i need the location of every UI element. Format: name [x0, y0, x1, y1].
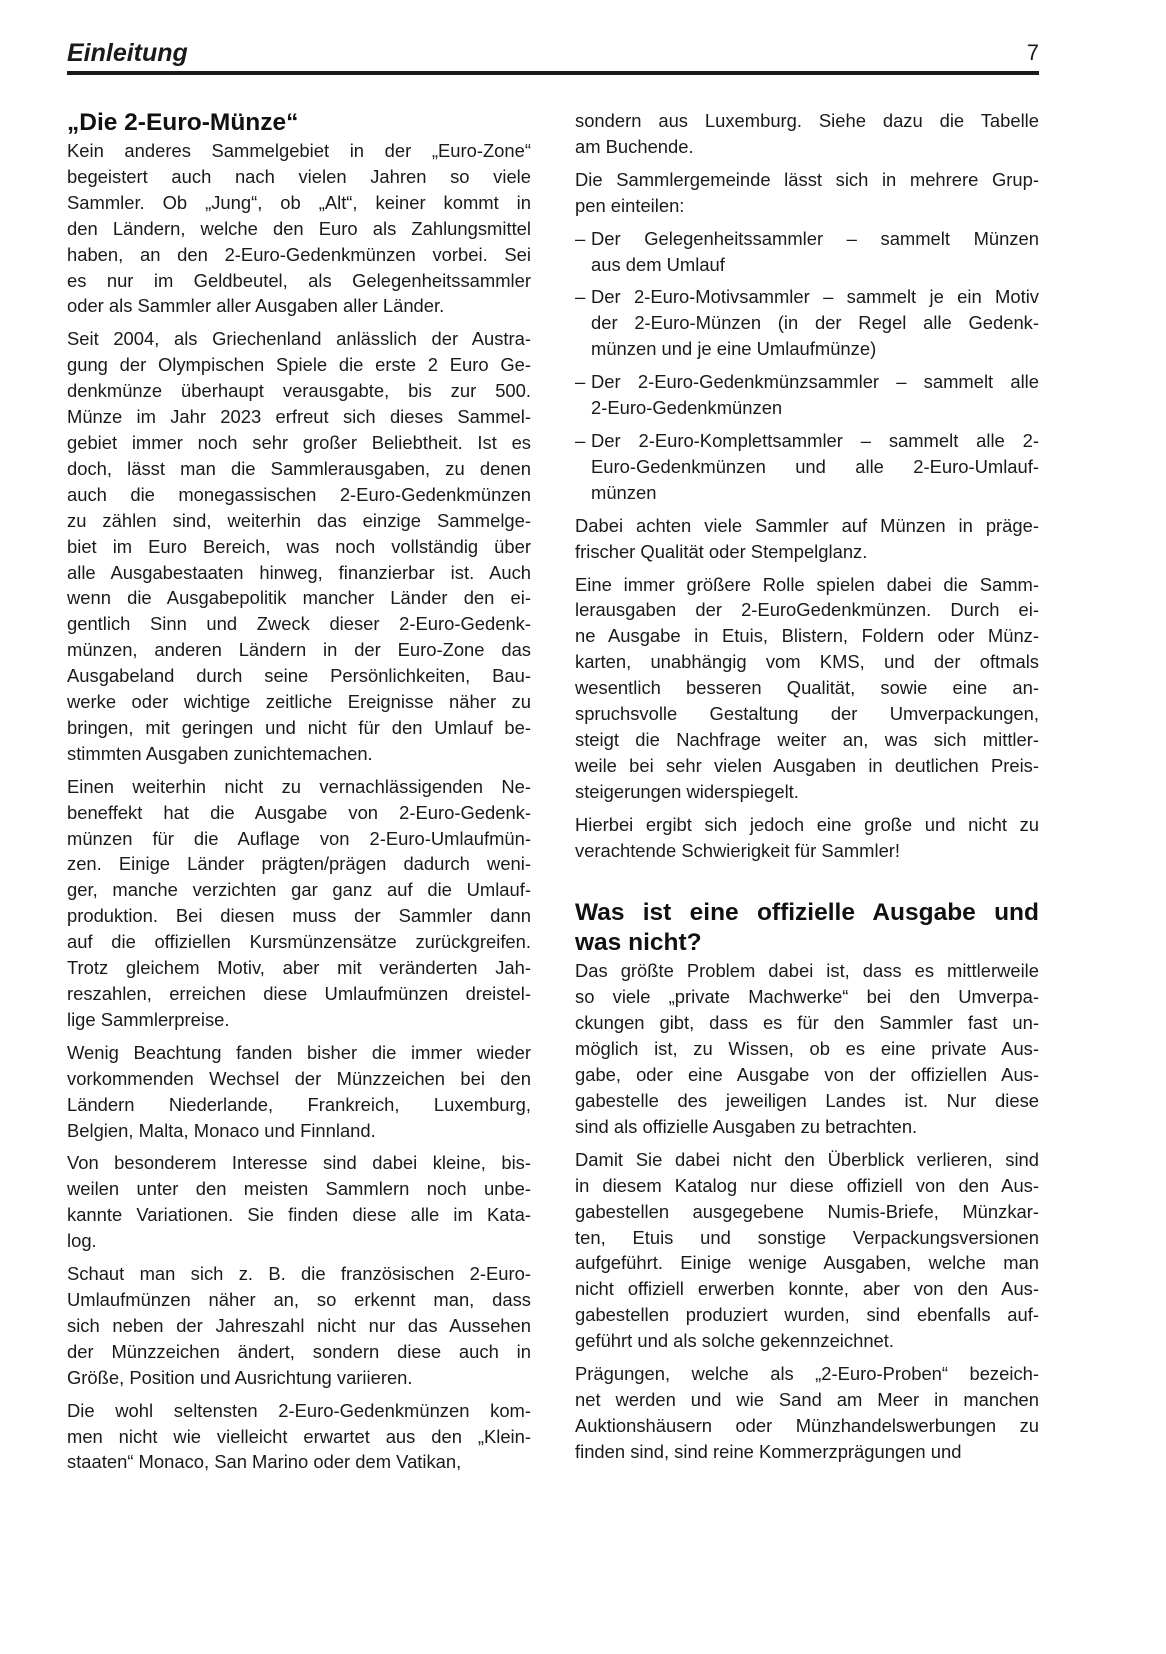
text-line: verachtende Schwierigkeit für Sammler! — [575, 839, 901, 861]
text-line: Sammler. Ob „Jung“, ob „Alt“, keiner kommt in — [67, 191, 531, 213]
text-line: weile bei sehr vielen Ausgaben in deutlichen Preis- — [575, 754, 1039, 776]
text-line: den Ländern, welche den Euro als Zahlungsmittel — [67, 217, 531, 239]
text-line: ckungen gibt, dass es für den Sammler fast un- — [575, 1012, 1039, 1034]
list-item — [575, 226, 1039, 278]
text-line: nicht offiziell erwerben konnte, aber von den Aus- — [575, 1278, 1039, 1300]
text-line: Ausgabeland durch seine Persönlichkeiten, Bau- — [67, 665, 531, 687]
text-line: gabestellen ausgegebene Numis-Briefe, Münzkar- — [575, 1200, 1039, 1222]
text-line: gabe, oder eine Ausgabe von der offiziellen Aus- — [575, 1064, 1039, 1086]
text-line: auch die monegassischen 2-Euro-Gedenkmünzen — [67, 483, 531, 505]
text-line: möglich ist, zu Wissen, ob es eine private Aus- — [575, 1038, 1039, 1060]
text-line: bringen, mit geringen und nicht für den Umlauf be- — [67, 716, 531, 738]
body-paragraph — [575, 1147, 1039, 1354]
text-line: stimmten Ausgaben zunichtemachen. — [67, 742, 373, 764]
text-line: Wenig Beachtung fanden bisher die immer wieder — [67, 1041, 531, 1063]
section-heading-2-euro-coin: „Die 2-Euro-Münze“ — [67, 109, 299, 136]
body-paragraph — [575, 513, 1039, 565]
text-line: werke oder wichtige zeitliche Ereignisse näher zu — [67, 691, 531, 713]
text-line: finden sind, sind reine Kommerzprägungen und — [575, 1440, 962, 1462]
list-item — [575, 428, 1039, 506]
text-line: Schaut man sich z. B. die französischen 2-Euro- — [67, 1263, 531, 1285]
text-line: 2-Euro-Gedenkmünzen — [591, 397, 783, 419]
text-line: weilen unter den meisten Sammlern noch unbe- — [67, 1178, 531, 1200]
text-line: net werden und wie Sand am Meer in manchen — [575, 1388, 1039, 1410]
text-line: münzen — [591, 481, 657, 503]
text-line: lerausgaben der 2-EuroGedenkmünzen. Durch ei- — [575, 599, 1039, 621]
text-line: Kein anderes Sammelgebiet in der „Euro-Zone“ — [67, 140, 531, 161]
text-line: Ländern Niederlande, Frankreich, Luxemburg, — [67, 1093, 531, 1115]
text-line: haben, an den 2-Euro-Gedenkmünzen vorbei. Sei — [67, 243, 531, 265]
text-line: biet im Euro Bereich, was noch vollständig über — [67, 535, 531, 557]
right-section2-paragraphs — [575, 958, 1039, 1464]
left-column — [67, 108, 531, 1482]
text-line: Einen weiterhin nicht zu vernachlässigenden Ne- — [67, 775, 531, 797]
right-after-list-paragraphs — [575, 513, 1039, 864]
text-line: gung der Olympischen Spiele die erste 2 Euro Ge- — [67, 354, 531, 376]
text-line: frischer Qualität oder Stempelglanz. — [575, 540, 868, 562]
text-line: Der 2-Euro-Gedenkmünzsammler – sammelt alle — [591, 371, 1039, 393]
text-line: ger, manche verzichten gar ganz auf die Umlauf- — [67, 879, 531, 901]
text-line: der Münzzeichen ändert, sondern diese auch in — [67, 1340, 531, 1362]
body-paragraph — [575, 958, 1039, 1139]
text-line: gentlich Sinn und Zweck dieser 2-Euro-Gedenk- — [67, 613, 531, 635]
text-line: gebiet immer noch sehr großer Beliebtheit. Ist es — [67, 431, 531, 453]
text-line: staaten“ Monaco, San Marino oder dem Vatikan, — [67, 1451, 462, 1473]
body-paragraph — [67, 774, 531, 1033]
text-line: münzen, anderen Ländern in der Euro-Zone das — [67, 639, 531, 661]
body-paragraph — [575, 812, 1039, 864]
text-line: Größe, Position und Ausrichtung variieren. — [67, 1366, 413, 1388]
text-line: spruchsvolle Gestaltung der Umverpackungen, — [575, 703, 1039, 725]
list-item — [575, 369, 1039, 421]
header-rule-divider — [67, 71, 1039, 75]
text-line: Der 2-Euro-Motivsammler – sammelt je ein Motiv — [591, 286, 1039, 308]
section-heading-official-issue — [575, 898, 1039, 958]
text-line: Der 2-Euro-Komplettsammler – sammelt alle 2- — [591, 429, 1039, 451]
text-line: log. — [67, 1230, 97, 1252]
text-line: Seit 2004, als Griechenland anlässlich der Austra- — [67, 328, 531, 350]
text-line: sondern aus Luxemburg. Siehe dazu die Tabelle — [575, 110, 1039, 131]
text-line: ten, Etuis und sonstige Verpackungsversionen — [575, 1226, 1039, 1248]
running-header — [67, 36, 1039, 74]
text-line: alle Ausgabestaaten hinweg, finanzierbar ist. Auch — [67, 561, 531, 583]
body-paragraph — [575, 1361, 1039, 1465]
text-line: zen. Einige Länder prägten/prägen dadurch weni- — [67, 853, 531, 875]
text-line: beneffekt hat die Ausgabe von 2-Euro-Gedenk- — [67, 801, 531, 823]
body-paragraph — [67, 138, 531, 319]
text-line: wenn die Ausgabepolitik mancher Länder den ei- — [67, 587, 531, 609]
text-line: Münze im Jahr 2023 erfreut sich dieses Sammel- — [67, 406, 531, 428]
text-line: oder als Sammler aller Ausgaben aller Länder. — [67, 295, 445, 317]
text-line: Euro-Gedenkmünzen und alle 2-Euro-Umlauf- — [591, 455, 1039, 477]
list-item — [575, 284, 1039, 362]
heading-line: was nicht? — [575, 929, 702, 957]
text-line: Die wohl seltensten 2-Euro-Gedenkmünzen kom- — [67, 1399, 531, 1421]
text-line: steigerungen widerspiegelt. — [575, 780, 799, 802]
body-paragraph — [575, 167, 1039, 219]
text-line: Umlaufmünzen näher an, so erkennt man, dass — [67, 1288, 531, 1310]
text-line: sind als offizielle Ausgaben zu betrachten. — [575, 1115, 918, 1137]
text-line: aufgeführt. Einige wenige Ausgaben, welche man — [575, 1252, 1039, 1274]
text-line: am Buchende. — [575, 135, 694, 157]
text-line: Prägungen, welche als „2-Euro-Proben“ bezeich- — [575, 1363, 1039, 1385]
right-intro-paragraphs — [575, 108, 1039, 219]
text-line: Damit Sie dabei nicht den Überblick verlieren, sind — [575, 1148, 1039, 1170]
text-line: vorkommenden Wechsel der Münzzeichen bei den — [67, 1067, 531, 1089]
text-line: Hierbei ergibt sich jedoch eine große und nicht zu — [575, 813, 1039, 835]
dash-bullet-icon: – — [575, 286, 586, 308]
text-line: münzen und je eine Umlaufmünze) — [591, 338, 877, 360]
text-line: es nur im Geldbeutel, als Gelegenheitssammler — [67, 269, 531, 291]
text-line: Eine immer größere Rolle spielen dabei die Samm- — [575, 573, 1039, 595]
text-line: produktion. Bei diesen muss der Sammler dann — [67, 905, 531, 927]
text-line: Auktionshäusern oder Münzhandelswerbungen zu — [575, 1414, 1039, 1436]
chapter-title: Einleitung — [67, 39, 188, 67]
text-line: Belgien, Malta, Monaco und Finnland. — [67, 1119, 376, 1141]
text-line: in diesem Katalog nur diese offiziell von den Aus- — [575, 1174, 1039, 1196]
text-line: so viele „private Machwerke“ bei den Umverpa- — [575, 986, 1039, 1008]
text-line: aus dem Umlauf — [591, 253, 725, 275]
text-line: men nicht wie vielleicht erwartet aus den „Klein- — [67, 1425, 531, 1447]
text-line: münzen für die Auflage von 2-Euro-Umlaufmün- — [67, 827, 531, 849]
text-line: pen einteilen: — [575, 194, 685, 216]
text-line: reszahlen, erreichen diese Umlaufmünzen dreistel- — [67, 983, 531, 1004]
text-line: gabestellen produziert wurden, sind ebenfalls auf- — [575, 1304, 1039, 1326]
body-paragraph — [67, 326, 531, 766]
body-paragraph — [575, 108, 1039, 160]
body-paragraph — [67, 1398, 531, 1476]
text-line: Dabei achten viele Sammler auf Münzen in präge- — [575, 514, 1039, 536]
text-line: karten, unabhängig vom KMS, und der oftmals — [575, 651, 1039, 673]
dash-bullet-icon: – — [575, 371, 586, 393]
text-line: Die Sammlergemeinde lässt sich in mehrere Grup- — [575, 168, 1039, 190]
body-paragraph — [575, 572, 1039, 805]
body-paragraph — [67, 1040, 531, 1144]
dash-bullet-icon: – — [575, 227, 586, 249]
text-line: begeistert auch nach vielen Jahren so viele — [67, 165, 531, 187]
right-column — [575, 108, 1039, 1472]
page-number: 7 — [1026, 40, 1039, 65]
text-line: ne Ausgabe in Etuis, Blistern, Foldern oder Münz- — [575, 625, 1039, 647]
text-line: denkmünze überhaupt verausgabte, bis zur 500. — [67, 380, 531, 402]
text-line: kannte Variationen. Sie finden diese alle im Kata- — [67, 1204, 531, 1226]
text-line: Der Gelegenheitssammler – sammelt Münzen — [591, 227, 1039, 249]
text-line: zu zählen sind, weiterhin das einzige Sammelge- — [67, 509, 531, 531]
text-line: lige Sammlerpreise. — [67, 1008, 230, 1030]
text-line: geführt und als solche gekennzeichnet. — [575, 1330, 894, 1352]
text-line: Von besonderem Interesse sind dabei kleine, bis- — [67, 1152, 531, 1174]
text-line: gabestelle des jeweiligen Landes ist. Nur diese — [575, 1090, 1039, 1111]
collector-group-list — [575, 226, 1039, 506]
heading-line: Was ist eine offizielle Ausgabe und — [575, 899, 1039, 927]
text-line: Das größte Problem dabei ist, dass es mittlerweile — [575, 960, 1039, 982]
body-paragraph — [67, 1261, 531, 1391]
body-paragraph — [67, 1150, 531, 1254]
text-line: sich neben der Jahreszahl nicht nur das Aussehen — [67, 1314, 531, 1336]
text-line: auf die offiziellen Kursmünzensätze zurückgreifen. — [67, 931, 531, 953]
dash-bullet-icon: – — [575, 429, 586, 451]
text-line: wesentlich besseren Qualität, sowie eine an- — [575, 677, 1039, 699]
left-paragraphs — [67, 138, 531, 1475]
text-line: Trotz gleichem Motiv, aber mit veränderten Jah- — [67, 957, 531, 979]
text-line: der 2-Euro-Münzen (in der Regel alle Gedenk- — [591, 312, 1039, 334]
text-line: steigt die Nachfrage weiter an, was sich mittler- — [575, 728, 1039, 750]
text-line: doch, lässt man die Sammlerausgaben, zu denen — [67, 457, 531, 479]
